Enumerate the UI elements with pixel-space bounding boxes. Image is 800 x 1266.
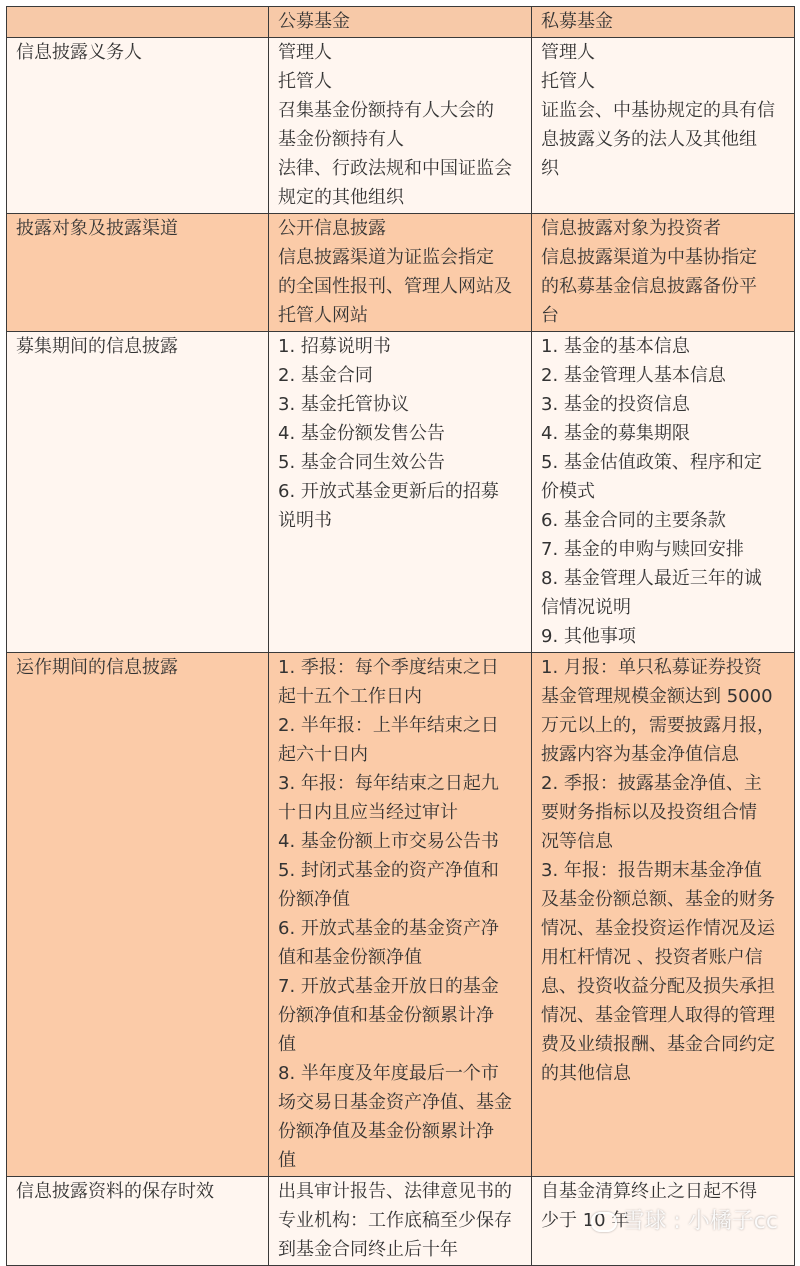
private-fund-line: 托管人 <box>541 71 595 92</box>
row-label: 披露对象及披露渠道 <box>16 218 178 239</box>
private-fund-line: 息披露义务的法人及其他组 <box>541 129 757 150</box>
private-fund-line: 4. 基金的募集期限 <box>541 423 690 444</box>
private-fund-line: 9. 其他事项 <box>541 626 636 647</box>
private-fund-line: 披露内容为基金净值信息 <box>541 744 739 765</box>
row-label-cell <box>7 332 269 653</box>
public-fund-line: 召集基金份额持有人大会的 <box>278 100 494 121</box>
table-row <box>7 214 795 332</box>
public-fund-line: 份额净值和基金份额累计净 <box>278 1005 494 1026</box>
private-fund-line: 息、投资收益分配及损失承担 <box>541 976 775 997</box>
public-fund-line: 2. 基金合同 <box>278 365 373 386</box>
public-fund-line: 场交易日基金资产净值、基金 <box>278 1092 512 1113</box>
private-fund-line: 及基金份额总额、基金的财务 <box>541 889 775 910</box>
private-fund-cell <box>532 214 795 332</box>
header-public-fund: 公募基金 <box>269 7 532 38</box>
private-fund-line: 情况、基金投资运作情况及运 <box>541 918 775 939</box>
public-fund-line: 份额净值及基金份额累计净 <box>278 1121 494 1142</box>
table-body <box>7 38 795 1266</box>
public-fund-line: 出具审计报告、法律意见书的 <box>278 1181 512 1202</box>
private-fund-line: 5. 基金估值政策、程序和定 <box>541 452 762 473</box>
private-fund-line: 自基金清算终止之日起不得 <box>541 1181 757 1202</box>
public-fund-line: 7. 开放式基金开放日的基金 <box>278 976 499 997</box>
public-fund-line: 十日内且应当经过审计 <box>278 802 458 823</box>
header-private-fund: 私募基金 <box>532 7 795 38</box>
private-fund-line: 2. 基金管理人基本信息 <box>541 365 726 386</box>
public-fund-line: 1. 季报：每个季度结束之日 <box>278 657 499 678</box>
header-empty-cell <box>7 7 269 38</box>
public-fund-line: 3. 基金托管协议 <box>278 394 409 415</box>
private-fund-line: 织 <box>541 158 559 179</box>
row-label: 募集期间的信息披露 <box>16 336 178 357</box>
private-fund-line: 信息披露对象为投资者 <box>541 218 721 239</box>
public-fund-line: 专业机构：工作底稿至少保存 <box>278 1210 512 1231</box>
private-fund-line: 3. 基金的投资信息 <box>541 394 690 415</box>
row-label-cell <box>7 1177 269 1266</box>
row-label-cell <box>7 38 269 214</box>
snowball-logo-icon <box>590 1209 616 1231</box>
public-fund-line: 6. 开放式基金的基金资产净 <box>278 918 499 939</box>
public-fund-line: 值和基金份额净值 <box>278 947 422 968</box>
private-fund-line: 6. 基金合同的主要条款 <box>541 510 726 531</box>
row-label: 信息披露资料的保存时效 <box>16 1181 214 1202</box>
header-row <box>7 7 795 38</box>
row-label-cell <box>7 214 269 332</box>
private-fund-line: 7. 基金的申购与赎回安排 <box>541 539 744 560</box>
public-fund-line: 的全国性报刊、管理人网站及 <box>278 276 512 297</box>
public-fund-cell <box>269 332 532 653</box>
public-fund-cell <box>269 1177 532 1266</box>
public-fund-line: 份额净值 <box>278 889 350 910</box>
public-fund-line: 基金份额持有人 <box>278 129 404 150</box>
public-fund-line: 托管人 <box>278 71 332 92</box>
public-fund-line: 法律、行政法规和中国证监会 <box>278 158 512 179</box>
private-fund-cell <box>532 653 795 1177</box>
public-fund-line: 6. 开放式基金更新后的招募 <box>278 481 499 502</box>
watermark-text: 雪球 : 小橘子cc <box>622 1209 778 1234</box>
public-fund-line: 1. 招募说明书 <box>278 336 391 357</box>
private-fund-line: 情况、基金管理人取得的管理 <box>541 1005 775 1026</box>
public-fund-line: 4. 基金份额上市交易公告书 <box>278 831 499 852</box>
public-fund-line: 信息披露渠道为证监会指定 <box>278 247 494 268</box>
public-fund-line: 起六十日内 <box>278 744 368 765</box>
public-fund-line: 值 <box>278 1034 296 1055</box>
private-fund-line: 况等信息 <box>541 831 613 852</box>
private-fund-line: 管理人 <box>541 42 595 63</box>
public-fund-cell <box>269 38 532 214</box>
private-fund-line: 8. 基金管理人最近三年的诚 <box>541 568 762 589</box>
public-fund-line: 5. 封闭式基金的资产净值和 <box>278 860 499 881</box>
private-fund-line: 价模式 <box>541 481 595 502</box>
private-fund-cell <box>532 38 795 214</box>
private-fund-line: 的其他信息 <box>541 1063 631 1084</box>
table-row <box>7 332 795 653</box>
public-fund-cell <box>269 214 532 332</box>
public-fund-line: 5. 基金合同生效公告 <box>278 452 445 473</box>
public-fund-cell <box>269 653 532 1177</box>
comparison-table <box>6 6 795 1266</box>
public-fund-line: 公开信息披露 <box>278 218 386 239</box>
watermark <box>590 1204 778 1235</box>
private-fund-line: 1. 月报：单只私募证券投资 <box>541 657 762 678</box>
public-fund-line: 到基金合同终止后十年 <box>278 1239 458 1260</box>
private-fund-line: 2. 季报：披露基金净值、主 <box>541 773 762 794</box>
table-row <box>7 38 795 214</box>
private-fund-line: 信情况说明 <box>541 597 631 618</box>
public-fund-line: 值 <box>278 1150 296 1171</box>
public-fund-line: 4. 基金份额发售公告 <box>278 423 445 444</box>
private-fund-line: 万元以上的，需要披露月报， <box>541 715 775 736</box>
row-label: 信息披露义务人 <box>16 42 142 63</box>
private-fund-line: 证监会、中基协规定的具有信 <box>541 100 775 121</box>
public-fund-line: 3. 年报：每年结束之日起九 <box>278 773 499 794</box>
private-fund-line: 要财务指标以及投资组合情 <box>541 802 757 823</box>
table-row <box>7 653 795 1177</box>
private-fund-line: 1. 基金的基本信息 <box>541 336 690 357</box>
private-fund-line: 用杠杆情况 、投资者账户信 <box>541 947 763 968</box>
private-fund-line: 费及业绩报酬、基金合同约定 <box>541 1034 775 1055</box>
private-fund-line: 基金管理规模金额达到 5000 <box>541 686 773 707</box>
private-fund-line: 信息披露渠道为中基协指定 <box>541 247 757 268</box>
public-fund-line: 说明书 <box>278 510 332 531</box>
public-fund-line: 起十五个工作日内 <box>278 686 422 707</box>
private-fund-line: 少于 10 年 <box>541 1210 630 1231</box>
private-fund-line: 3. 年报：报告期末基金净值 <box>541 860 762 881</box>
public-fund-line: 托管人网站 <box>278 305 368 326</box>
private-fund-cell <box>532 332 795 653</box>
public-fund-line: 2. 半年报：上半年结束之日 <box>278 715 499 736</box>
public-fund-line: 管理人 <box>278 42 332 63</box>
row-label: 运作期间的信息披露 <box>16 657 178 678</box>
private-fund-line: 的私募基金信息披露备份平 <box>541 276 757 297</box>
row-label-cell <box>7 653 269 1177</box>
public-fund-line: 规定的其他组织 <box>278 187 404 208</box>
private-fund-line: 台 <box>541 305 559 326</box>
public-fund-line: 8. 半年度及年度最后一个市 <box>278 1063 499 1084</box>
